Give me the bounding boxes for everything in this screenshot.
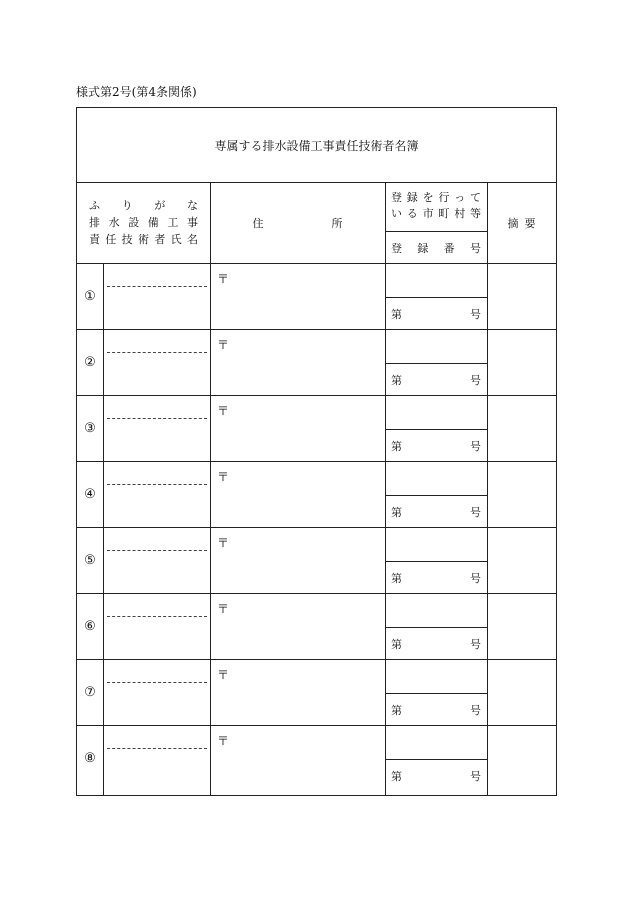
reg-suffix: 号 <box>470 703 481 717</box>
register-title: 専属する排水設備工事責任技術者名簿 <box>77 108 556 183</box>
header-char: 要 <box>524 216 536 230</box>
entry-number: ⑤ <box>84 553 96 568</box>
entry-number: ④ <box>84 487 96 502</box>
header-char: っ <box>454 191 466 204</box>
header-char: ふ <box>89 199 100 212</box>
reg-prefix: 第 <box>391 571 402 585</box>
furigana-divider <box>107 616 207 617</box>
furigana-divider <box>107 682 207 683</box>
header-char: な <box>186 199 198 212</box>
header-char: 術 <box>137 233 149 246</box>
table-row <box>77 462 556 528</box>
reg-suffix: 号 <box>470 769 481 783</box>
header-char: を <box>422 191 434 204</box>
header-char: 録 <box>406 191 418 204</box>
reg-suffix: 号 <box>470 373 481 387</box>
header-char: 行 <box>438 191 450 204</box>
table-row <box>77 264 556 330</box>
name-header <box>77 182 210 264</box>
entry-number: ① <box>84 289 96 304</box>
postal-mark: 〒 <box>217 602 230 616</box>
header-char: 排 <box>89 216 100 229</box>
furigana-divider <box>107 484 207 485</box>
postal-mark: 〒 <box>217 404 230 418</box>
header-char: 任 <box>105 233 117 246</box>
postal-mark: 〒 <box>217 668 230 682</box>
header-char: 住 <box>252 216 264 230</box>
header-char: 名 <box>186 233 198 246</box>
header-char: 所 <box>331 216 343 230</box>
entry-number: ③ <box>84 421 96 436</box>
header-char: り <box>121 199 133 212</box>
table-row <box>77 660 556 726</box>
entry-number: ⑥ <box>84 619 96 634</box>
name-header-line-3 <box>89 231 198 248</box>
register-entries <box>77 264 556 792</box>
registration-number-cell <box>385 760 487 791</box>
furigana-divider <box>107 748 207 749</box>
reg-prefix: 第 <box>391 703 402 717</box>
reg-prefix: 第 <box>391 505 402 519</box>
entry-number: ⑦ <box>84 685 96 700</box>
reg-prefix: 第 <box>391 439 402 453</box>
registration-number-cell <box>385 364 487 395</box>
registration-number-cell <box>385 430 487 461</box>
table-row <box>77 594 556 660</box>
entry-number: ⑧ <box>84 751 96 766</box>
header-char: い <box>391 207 402 220</box>
header-char: 号 <box>469 241 481 255</box>
header-char: 備 <box>147 216 159 229</box>
registration-number-header <box>385 232 487 263</box>
registration-number-cell <box>385 562 487 593</box>
header-char: 者 <box>154 233 166 246</box>
header-char: 番 <box>443 241 455 255</box>
header-char: 事 <box>186 216 198 229</box>
header-char: 水 <box>108 216 120 229</box>
municipality-header <box>385 182 487 264</box>
header-char: 市 <box>422 207 434 220</box>
header-char: 工 <box>167 216 179 229</box>
registering-municipality-header <box>385 182 487 232</box>
table-row <box>77 330 556 396</box>
header-char: 村 <box>454 207 466 220</box>
reg-prefix: 第 <box>391 637 402 651</box>
header-char: 町 <box>438 207 450 220</box>
header-char: 等 <box>469 207 481 220</box>
header-char: が <box>154 199 166 212</box>
furigana-divider <box>107 286 207 287</box>
name-header-line-2 <box>89 214 198 231</box>
header-char: る <box>406 207 418 220</box>
header-char: 摘 <box>507 216 519 230</box>
table-row <box>77 726 556 792</box>
postal-mark: 〒 <box>217 338 230 352</box>
furigana-divider <box>107 418 207 419</box>
address-header <box>210 182 385 264</box>
technician-register-table <box>76 107 557 796</box>
postal-mark: 〒 <box>217 470 230 484</box>
reg-suffix: 号 <box>470 439 481 453</box>
postal-mark: 〒 <box>217 536 230 550</box>
header-char: 設 <box>128 216 140 229</box>
reg-prefix: 第 <box>391 373 402 387</box>
header-char: 登 <box>391 191 402 204</box>
header-char: て <box>469 191 481 204</box>
reg-prefix: 第 <box>391 769 402 783</box>
header-char: 技 <box>121 233 133 246</box>
remarks-header <box>487 182 556 264</box>
furigana-divider <box>107 352 207 353</box>
postal-mark: 〒 <box>217 734 230 748</box>
header-char: 氏 <box>170 233 182 246</box>
header-char: 責 <box>89 233 100 246</box>
registration-number-cell <box>385 298 487 329</box>
name-header-line-1 <box>89 197 198 214</box>
furigana-divider <box>107 550 207 551</box>
registration-number-cell <box>385 628 487 659</box>
table-row <box>77 528 556 594</box>
header-char: 登 <box>391 241 402 255</box>
postal-mark: 〒 <box>217 272 230 286</box>
registration-number-cell <box>385 496 487 527</box>
form-number-label: 様式第2号(第4条関係) <box>76 85 197 99</box>
reg-suffix: 号 <box>470 307 481 321</box>
reg-prefix: 第 <box>391 307 402 321</box>
reg-suffix: 号 <box>470 637 481 651</box>
registration-number-cell <box>385 694 487 725</box>
table-row <box>77 396 556 462</box>
reg-suffix: 号 <box>470 571 481 585</box>
header-char: 録 <box>417 241 429 255</box>
reg-suffix: 号 <box>470 505 481 519</box>
entry-number: ② <box>84 355 96 370</box>
